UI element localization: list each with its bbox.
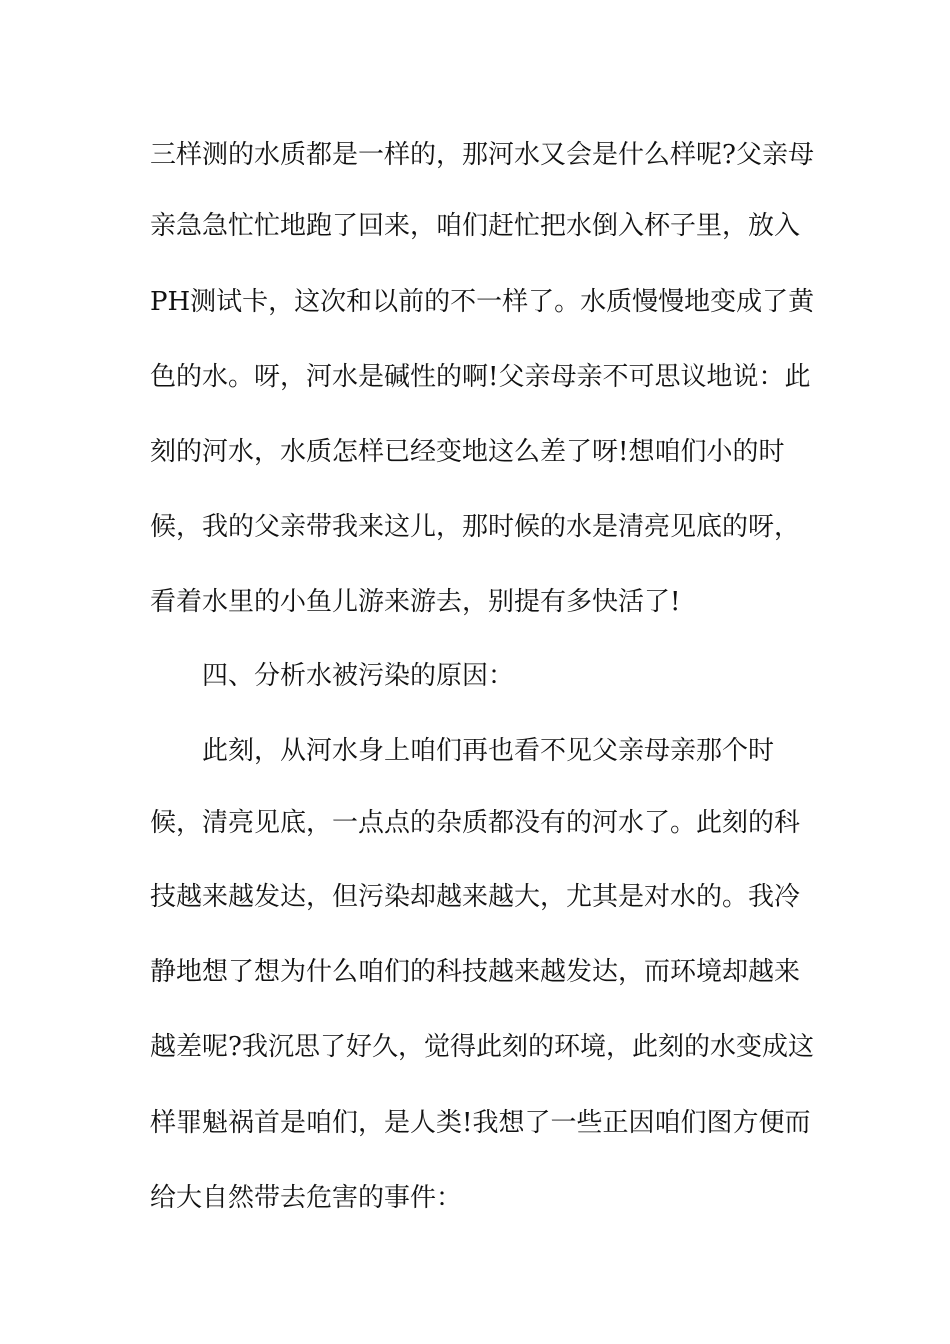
- text-line: 色的水。呀，河水是碱性的啊!父亲母亲不可思议地说：此: [150, 362, 811, 392]
- text-line: 技越来越发达，但污染却越来越大，尤其是对水的。我冷: [150, 882, 801, 912]
- text-line: PH测试卡，这次和以前的不一样了。水质慢慢地变成了黄: [150, 287, 815, 317]
- text-line: 越差呢?我沉思了好久，觉得此刻的环境，此刻的水变成这: [150, 1032, 814, 1062]
- section-heading: 四、分析水被污染的原因：: [202, 661, 515, 691]
- text-line: 候，清亮见底，一点点的杂质都没有的河水了。此刻的科: [150, 808, 801, 838]
- text-line: 样罪魁祸首是咱们，是人类!我想了一些正因咱们图方便而: [150, 1108, 811, 1138]
- text-line: 亲急急忙忙地跑了回来，咱们赶忙把水倒入杯子里，放入: [150, 211, 801, 241]
- text-line: 刻的河水，水质怎样已经变地这么差了呀!想咱们小的时: [150, 437, 785, 467]
- text-line: 候，我的父亲带我来这儿，那时候的水是清亮见底的呀，: [150, 512, 801, 542]
- text-line: 看着水里的小鱼儿游来游去，别提有多快活了!: [150, 587, 681, 617]
- text-line: 静地想了想为什么咱们的科技越来越发达，而环境却越来: [150, 957, 801, 987]
- text-line: 此刻，从河水身上咱们再也看不见父亲母亲那个时: [202, 736, 775, 766]
- text-line: 三样测的水质都是一样的，那河水又会是什么样呢?父亲母: [150, 140, 814, 170]
- text-line: 给大自然带去危害的事件：: [150, 1183, 463, 1213]
